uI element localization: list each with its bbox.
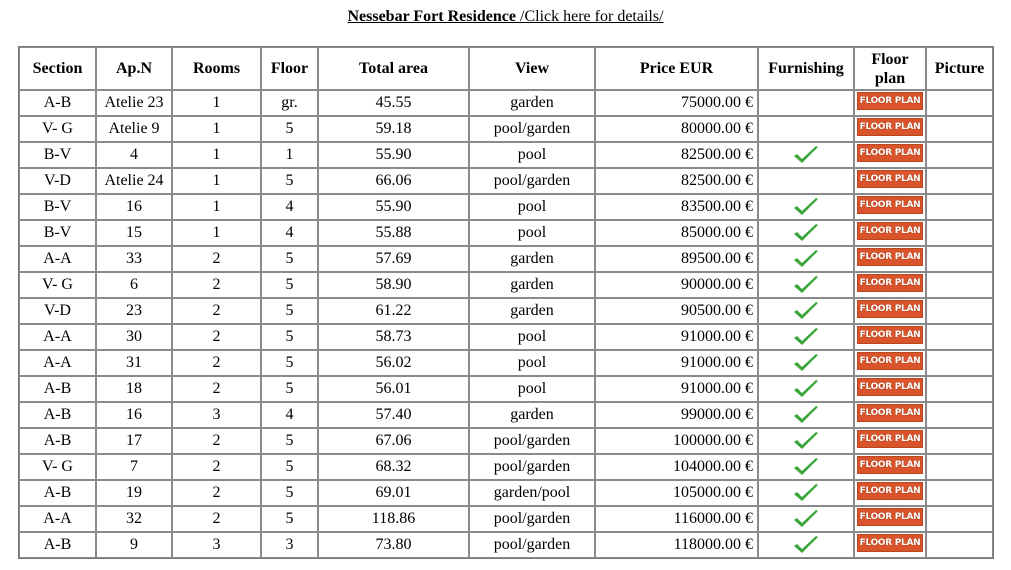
- cell-rooms: 1: [172, 168, 261, 194]
- cell-price: 105000.00 €: [595, 480, 758, 506]
- cell-floor-plan: [854, 532, 926, 558]
- cell-furnishing: [758, 376, 854, 402]
- cell-floor-plan: [854, 428, 926, 454]
- cell-rooms: 2: [172, 506, 261, 532]
- cell-price: 100000.00 €: [595, 428, 758, 454]
- cell-furnishing: [758, 90, 854, 116]
- cell-apartment-number: 19: [96, 480, 172, 506]
- floor-plan-button[interactable]: FLOOR PLAN: [857, 118, 923, 136]
- cell-view: garden: [469, 272, 595, 298]
- cell-floor-plan: [854, 376, 926, 402]
- cell-picture: [926, 116, 993, 142]
- cell-total-area: 118.86: [318, 506, 469, 532]
- cell-view: pool/garden: [469, 454, 595, 480]
- cell-total-area: 56.01: [318, 376, 469, 402]
- cell-price: 80000.00 €: [595, 116, 758, 142]
- cell-floor: 5: [261, 376, 318, 402]
- cell-view: pool/garden: [469, 168, 595, 194]
- table-row: [19, 428, 993, 454]
- cell-picture: [926, 402, 993, 428]
- table-row: [19, 272, 993, 298]
- cell-section: V- G: [19, 272, 96, 298]
- cell-picture: [926, 90, 993, 116]
- cell-total-area: 55.88: [318, 220, 469, 246]
- table-row: [19, 220, 993, 246]
- cell-total-area: 55.90: [318, 194, 469, 220]
- cell-furnishing: [758, 350, 854, 376]
- floor-plan-button[interactable]: FLOOR PLAN: [857, 534, 923, 552]
- cell-price: 91000.00 €: [595, 350, 758, 376]
- cell-furnishing: [758, 428, 854, 454]
- table-row: [19, 298, 993, 324]
- column-header-floor-plan: Floor plan: [854, 47, 926, 90]
- cell-view: garden/pool: [469, 480, 595, 506]
- cell-picture: [926, 376, 993, 402]
- cell-rooms: 1: [172, 194, 261, 220]
- table-row: [19, 480, 993, 506]
- cell-total-area: 57.40: [318, 402, 469, 428]
- table-row: [19, 376, 993, 402]
- cell-apartment-number: 18: [96, 376, 172, 402]
- cell-view: pool/garden: [469, 532, 595, 558]
- floor-plan-button[interactable]: FLOOR PLAN: [857, 352, 923, 370]
- cell-total-area: 66.06: [318, 168, 469, 194]
- cell-furnishing: [758, 168, 854, 194]
- table-row: [19, 350, 993, 376]
- cell-apartment-number: 16: [96, 402, 172, 428]
- floor-plan-button[interactable]: FLOOR PLAN: [857, 144, 923, 162]
- checkmark-icon: [762, 301, 850, 321]
- cell-rooms: 2: [172, 298, 261, 324]
- cell-total-area: 59.18: [318, 116, 469, 142]
- cell-furnishing: [758, 142, 854, 168]
- cell-floor: 5: [261, 480, 318, 506]
- cell-apartment-number: 15: [96, 220, 172, 246]
- cell-price: 90500.00 €: [595, 298, 758, 324]
- cell-apartment-number: Atelie 23: [96, 90, 172, 116]
- cell-view: garden: [469, 90, 595, 116]
- cell-view: garden: [469, 402, 595, 428]
- cell-rooms: 2: [172, 324, 261, 350]
- cell-floor: 5: [261, 324, 318, 350]
- cell-price: 82500.00 €: [595, 168, 758, 194]
- column-header-view: View: [469, 47, 595, 90]
- cell-floor: 4: [261, 220, 318, 246]
- cell-view: pool: [469, 142, 595, 168]
- title-link-text: /Click here for details/: [516, 8, 664, 25]
- cell-section: V-D: [19, 168, 96, 194]
- cell-furnishing: [758, 220, 854, 246]
- cell-rooms: 2: [172, 480, 261, 506]
- cell-section: A-B: [19, 90, 96, 116]
- cell-section: A-A: [19, 246, 96, 272]
- cell-total-area: 55.90: [318, 142, 469, 168]
- column-header-floor: Floor: [261, 47, 318, 90]
- cell-floor-plan: [854, 402, 926, 428]
- checkmark-icon: [762, 223, 850, 243]
- floor-plan-button[interactable]: FLOOR PLAN: [857, 404, 923, 422]
- cell-picture: [926, 220, 993, 246]
- column-header-total-area: Total area: [318, 47, 469, 90]
- cell-section: V- G: [19, 116, 96, 142]
- cell-floor-plan: [854, 220, 926, 246]
- details-link[interactable]: [347, 8, 663, 25]
- cell-view: garden: [469, 246, 595, 272]
- cell-section: A-A: [19, 324, 96, 350]
- floor-plan-button[interactable]: FLOOR PLAN: [857, 482, 923, 500]
- column-header-furnishing: Furnishing: [758, 47, 854, 90]
- cell-total-area: 73.80: [318, 532, 469, 558]
- cell-total-area: 61.22: [318, 298, 469, 324]
- floor-plan-button[interactable]: FLOOR PLAN: [857, 456, 923, 474]
- floor-plan-button[interactable]: FLOOR PLAN: [857, 170, 923, 188]
- cell-picture: [926, 142, 993, 168]
- cell-price: 91000.00 €: [595, 324, 758, 350]
- cell-apartment-number: Atelie 9: [96, 116, 172, 142]
- cell-section: A-B: [19, 480, 96, 506]
- cell-section: B-V: [19, 142, 96, 168]
- cell-apartment-number: Atelie 24: [96, 168, 172, 194]
- floor-plan-button[interactable]: FLOOR PLAN: [857, 430, 923, 448]
- table-row: [19, 506, 993, 532]
- table-row: [19, 454, 993, 480]
- cell-picture: [926, 246, 993, 272]
- cell-floor-plan: [854, 116, 926, 142]
- column-header-picture: Picture: [926, 47, 993, 90]
- table-row: [19, 402, 993, 428]
- cell-floor: 5: [261, 298, 318, 324]
- column-header-price: Price EUR: [595, 47, 758, 90]
- column-header-apn: Ap.N: [96, 47, 172, 90]
- checkmark-icon: [762, 353, 850, 373]
- cell-apartment-number: 31: [96, 350, 172, 376]
- checkmark-icon: [762, 379, 850, 399]
- cell-total-area: 58.90: [318, 272, 469, 298]
- cell-price: 82500.00 €: [595, 142, 758, 168]
- checkmark-icon: [762, 431, 850, 451]
- cell-rooms: 3: [172, 402, 261, 428]
- cell-furnishing: [758, 116, 854, 142]
- cell-rooms: 1: [172, 220, 261, 246]
- cell-floor: 5: [261, 246, 318, 272]
- cell-section: A-B: [19, 376, 96, 402]
- cell-price: 85000.00 €: [595, 220, 758, 246]
- cell-furnishing: [758, 246, 854, 272]
- table-row: [19, 116, 993, 142]
- cell-price: 116000.00 €: [595, 506, 758, 532]
- checkmark-icon: [762, 405, 850, 425]
- cell-furnishing: [758, 324, 854, 350]
- cell-picture: [926, 272, 993, 298]
- cell-price: 89500.00 €: [595, 246, 758, 272]
- checkmark-icon: [762, 145, 850, 165]
- floor-plan-button[interactable]: FLOOR PLAN: [857, 92, 923, 110]
- cell-floor: 1: [261, 142, 318, 168]
- cell-furnishing: [758, 480, 854, 506]
- cell-view: garden: [469, 298, 595, 324]
- table-row: [19, 246, 993, 272]
- cell-section: B-V: [19, 220, 96, 246]
- cell-floor: 5: [261, 454, 318, 480]
- cell-furnishing: [758, 194, 854, 220]
- cell-total-area: 57.69: [318, 246, 469, 272]
- cell-section: V-D: [19, 298, 96, 324]
- floor-plan-button[interactable]: FLOOR PLAN: [857, 222, 923, 240]
- cell-furnishing: [758, 272, 854, 298]
- cell-picture: [926, 324, 993, 350]
- checkmark-icon: [762, 509, 850, 529]
- floor-plan-button[interactable]: FLOOR PLAN: [857, 274, 923, 292]
- cell-price: 104000.00 €: [595, 454, 758, 480]
- cell-floor: 5: [261, 350, 318, 376]
- cell-picture: [926, 168, 993, 194]
- cell-view: pool/garden: [469, 116, 595, 142]
- cell-apartment-number: 32: [96, 506, 172, 532]
- cell-section: V- G: [19, 454, 96, 480]
- cell-floor: 4: [261, 194, 318, 220]
- floor-plan-button[interactable]: FLOOR PLAN: [857, 378, 923, 396]
- cell-furnishing: [758, 454, 854, 480]
- cell-floor-plan: [854, 480, 926, 506]
- cell-rooms: 1: [172, 90, 261, 116]
- cell-section: A-B: [19, 532, 96, 558]
- cell-view: pool: [469, 350, 595, 376]
- cell-view: pool: [469, 220, 595, 246]
- cell-floor-plan: [854, 506, 926, 532]
- cell-section: A-A: [19, 506, 96, 532]
- cell-furnishing: [758, 506, 854, 532]
- cell-price: 91000.00 €: [595, 376, 758, 402]
- cell-rooms: 2: [172, 272, 261, 298]
- cell-rooms: 2: [172, 454, 261, 480]
- cell-apartment-number: 7: [96, 454, 172, 480]
- cell-picture: [926, 506, 993, 532]
- cell-view: pool: [469, 194, 595, 220]
- cell-floor-plan: [854, 272, 926, 298]
- cell-picture: [926, 454, 993, 480]
- column-header-section: Section: [19, 47, 96, 90]
- cell-floor-plan: [854, 298, 926, 324]
- cell-picture: [926, 194, 993, 220]
- cell-picture: [926, 480, 993, 506]
- cell-total-area: 69.01: [318, 480, 469, 506]
- checkmark-icon: [762, 249, 850, 269]
- cell-view: pool: [469, 376, 595, 402]
- cell-floor-plan: [854, 324, 926, 350]
- cell-furnishing: [758, 402, 854, 428]
- checkmark-icon: [762, 197, 850, 217]
- cell-floor: 4: [261, 402, 318, 428]
- table-row: [19, 142, 993, 168]
- table-row: [19, 194, 993, 220]
- cell-rooms: 2: [172, 376, 261, 402]
- cell-total-area: 45.55: [318, 90, 469, 116]
- cell-section: A-A: [19, 350, 96, 376]
- cell-rooms: 1: [172, 142, 261, 168]
- floor-plan-button[interactable]: FLOOR PLAN: [857, 300, 923, 318]
- table-row: [19, 90, 993, 116]
- cell-picture: [926, 298, 993, 324]
- cell-floor: 5: [261, 428, 318, 454]
- cell-apartment-number: 33: [96, 246, 172, 272]
- cell-floor: gr.: [261, 90, 318, 116]
- table-row: [19, 532, 993, 558]
- cell-apartment-number: 30: [96, 324, 172, 350]
- checkmark-icon: [762, 457, 850, 477]
- cell-rooms: 2: [172, 246, 261, 272]
- title-bold: Nessebar Fort Residence: [347, 8, 517, 25]
- cell-floor-plan: [854, 246, 926, 272]
- cell-apartment-number: 23: [96, 298, 172, 324]
- cell-price: 83500.00 €: [595, 194, 758, 220]
- column-header-rooms: Rooms: [172, 47, 261, 90]
- cell-view: pool/garden: [469, 506, 595, 532]
- cell-apartment-number: 16: [96, 194, 172, 220]
- cell-total-area: 68.32: [318, 454, 469, 480]
- checkmark-icon: [762, 327, 850, 347]
- table-header-row: [19, 47, 993, 90]
- cell-floor-plan: [854, 142, 926, 168]
- cell-floor-plan: [854, 194, 926, 220]
- cell-furnishing: [758, 532, 854, 558]
- cell-rooms: 1: [172, 116, 261, 142]
- cell-floor-plan: [854, 350, 926, 376]
- floor-plan-button[interactable]: FLOOR PLAN: [857, 196, 923, 214]
- floor-plan-button[interactable]: FLOOR PLAN: [857, 508, 923, 526]
- cell-price: 118000.00 €: [595, 532, 758, 558]
- cell-apartment-number: 6: [96, 272, 172, 298]
- cell-floor-plan: [854, 454, 926, 480]
- cell-total-area: 58.73: [318, 324, 469, 350]
- cell-section: A-B: [19, 402, 96, 428]
- checkmark-icon: [762, 535, 850, 555]
- cell-rooms: 2: [172, 428, 261, 454]
- cell-total-area: 56.02: [318, 350, 469, 376]
- table-body: [19, 90, 993, 558]
- cell-apartment-number: 9: [96, 532, 172, 558]
- cell-price: 99000.00 €: [595, 402, 758, 428]
- cell-price: 75000.00 €: [595, 90, 758, 116]
- cell-picture: [926, 350, 993, 376]
- table-row: [19, 324, 993, 350]
- cell-section: A-B: [19, 428, 96, 454]
- cell-section: B-V: [19, 194, 96, 220]
- apartments-table: [18, 46, 994, 559]
- cell-floor: 5: [261, 168, 318, 194]
- cell-rooms: 2: [172, 350, 261, 376]
- cell-furnishing: [758, 298, 854, 324]
- cell-floor-plan: [854, 90, 926, 116]
- cell-price: 90000.00 €: [595, 272, 758, 298]
- floor-plan-button[interactable]: FLOOR PLAN: [857, 326, 923, 344]
- cell-rooms: 3: [172, 532, 261, 558]
- cell-apartment-number: 4: [96, 142, 172, 168]
- cell-view: pool: [469, 324, 595, 350]
- cell-floor: 5: [261, 506, 318, 532]
- floor-plan-button[interactable]: FLOOR PLAN: [857, 248, 923, 266]
- table-row: [19, 168, 993, 194]
- cell-picture: [926, 532, 993, 558]
- cell-floor-plan: [854, 168, 926, 194]
- cell-floor: 3: [261, 532, 318, 558]
- cell-apartment-number: 17: [96, 428, 172, 454]
- cell-floor: 5: [261, 272, 318, 298]
- page-title[interactable]: [0, 8, 1011, 26]
- cell-picture: [926, 428, 993, 454]
- cell-floor: 5: [261, 116, 318, 142]
- checkmark-icon: [762, 483, 850, 503]
- cell-view: pool/garden: [469, 428, 595, 454]
- cell-total-area: 67.06: [318, 428, 469, 454]
- checkmark-icon: [762, 275, 850, 295]
